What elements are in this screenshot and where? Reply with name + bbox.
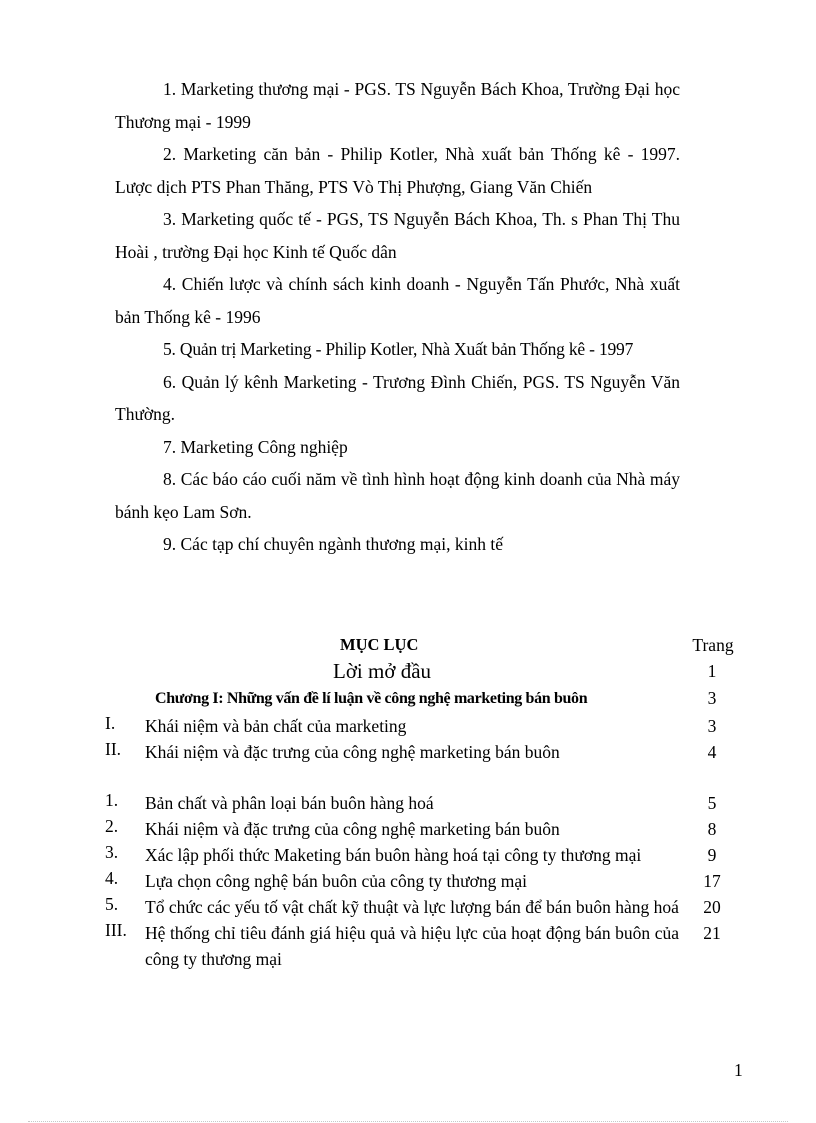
toc-page-header: Trang (692, 635, 734, 655)
toc-text: Hệ thống chỉ tiêu đánh giá hiệu quả và hiệu lực của hoạt động bán buôn của công ty thương mại (145, 923, 679, 969)
toc-text: Khái niệm và đặc trưng của công nghệ marketing bán buôn (145, 819, 560, 839)
reference-item: 8. Các báo cáo cuối năm về tình hình hoạt động kinh doanh của Nhà máy bánh kẹo Lam Sơn. (115, 469, 680, 522)
toc-number: II. (105, 739, 122, 759)
toc-header (105, 632, 745, 658)
table-of-contents (105, 632, 745, 972)
toc-page-number: 3 (707, 716, 717, 736)
toc-section (105, 713, 745, 739)
toc-page-number: 21 (703, 923, 721, 943)
toc-page-number: 4 (707, 742, 717, 762)
toc-number: 5. (105, 894, 119, 914)
toc-page-number: 20 (703, 897, 721, 917)
toc-page-number: 3 (707, 688, 717, 708)
toc-section (105, 920, 745, 972)
footer-divider (28, 1121, 788, 1122)
toc-number: III. (105, 920, 127, 940)
toc-chapter-text: Chương I: Những vấn đề lí luận về công nghệ marketing bán buôn (155, 690, 588, 707)
toc-section (105, 739, 745, 765)
toc-spacer (105, 765, 745, 790)
toc-page-number: 8 (707, 819, 717, 839)
toc-item (105, 790, 745, 816)
toc-number: I. (105, 713, 116, 733)
toc-page-number: 1 (707, 661, 717, 681)
toc-text: Tổ chức các yếu tố vật chất kỹ thuật và lực lượng bán để bán buôn hàng hoá (145, 897, 679, 917)
reference-item: 1. Marketing thương mại - PGS. TS Nguyễn Bách Khoa, Trường Đại học Thương mại - 1999 (115, 79, 680, 132)
toc-number: 4. (105, 868, 119, 888)
toc-text: Lựa chọn công nghệ bán buôn của công ty thương mại (145, 871, 528, 891)
toc-chapter (105, 685, 745, 713)
reference-list (115, 73, 680, 561)
reference-item: 5. Quản trị Marketing - Philip Kotler, Nhà Xuất bản Thống kê - 1997 (163, 339, 634, 359)
reference-item: 4. Chiến lược và chính sách kinh doanh - Nguyễn Tấn Phước, Nhà xuất bản Thống kê - 1996 (115, 274, 680, 327)
reference-item: 6. Quản lý kênh Marketing - Trương Đình Chiến, PGS. TS Nguyễn Văn Thường. (115, 371, 680, 424)
reference-item: 3. Marketing quốc tế - PGS, TS Nguyễn Bách Khoa, Th. s Phan Thị Thu Hoài , trường Đại học Kinh tế Quốc dân (115, 209, 680, 262)
reference-item: 9. Các tạp chí chuyên ngành thương mại, kinh tế (163, 534, 503, 554)
toc-text: Khái niệm và đặc trưng của công nghệ marketing bán buôn (145, 742, 560, 762)
toc-title: MỤC LỤC (340, 635, 419, 654)
toc-item (105, 868, 745, 894)
toc-item (105, 842, 745, 868)
toc-item (105, 816, 745, 842)
toc-text: Xác lập phối thức Maketing bán buôn hàng hoá tại công ty thương mại (145, 845, 642, 865)
toc-text: Bản chất và phân loại bán buôn hàng hoá (145, 793, 434, 813)
toc-item (105, 894, 745, 920)
toc-number: 2. (105, 816, 119, 836)
reference-item: 7. Marketing Công nghiệp (163, 436, 348, 457)
toc-number: 3. (105, 842, 119, 862)
toc-intro (105, 658, 745, 685)
toc-page-number: 9 (707, 845, 717, 865)
reference-item: 2. Marketing căn bản - Philip Kotler, Nhà xuất bản Thống kê - 1997. Lược dịch PTS Phan Thăng, PTS Vò Thị Phượng, Giang Văn Chiến (115, 144, 680, 197)
toc-page-number: 5 (707, 793, 717, 813)
page-number: 1 (734, 1060, 743, 1080)
toc-intro-text: Lời mở đầu (333, 659, 432, 683)
toc-page-number: 17 (703, 871, 721, 891)
toc-number: 1. (105, 790, 119, 810)
toc-text: Khái niệm và bản chất của marketing (145, 716, 407, 736)
